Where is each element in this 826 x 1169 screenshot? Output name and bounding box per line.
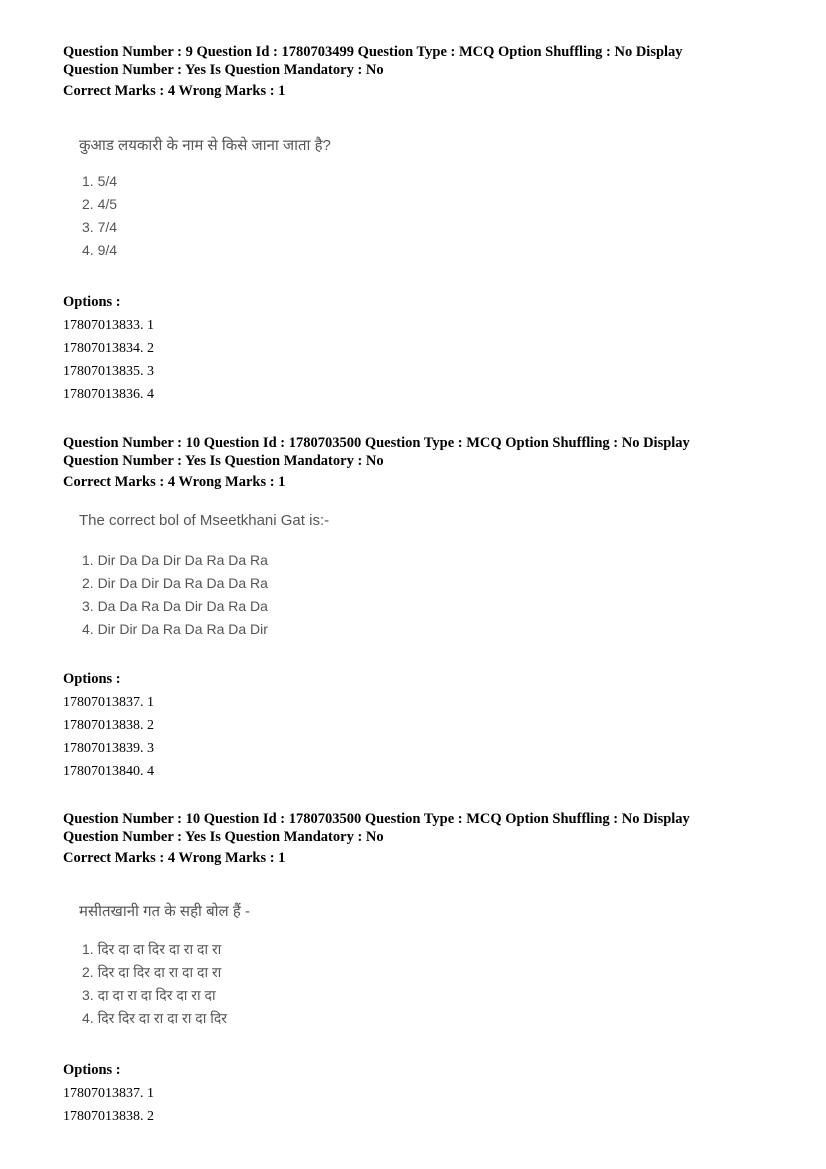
marks-line: Correct Marks : 4 Wrong Marks : 1 bbox=[63, 474, 286, 490]
question-meta: Question Number : Yes Is Question Mandatory : No bbox=[63, 453, 384, 469]
question-header bbox=[63, 43, 763, 100]
question-meta: Question Number : 10 Question Id : 1780703500 Question Type : MCQ Option Shuffling : No Display bbox=[63, 811, 690, 827]
question-choice: 4. 9/4 bbox=[82, 242, 118, 258]
options-label: Options : bbox=[63, 294, 121, 310]
question-meta: Question Number : Yes Is Question Mandatory : No bbox=[63, 62, 384, 78]
question-meta: Question Number : 9 Question Id : 1780703499 Question Type : MCQ Option Shuffling : No Display bbox=[63, 44, 683, 60]
options-label: Options : bbox=[63, 1062, 121, 1078]
question-choice: 1. दिर दा दा दिर दा रा दा रा bbox=[82, 941, 222, 957]
options-label: Options : bbox=[63, 671, 121, 687]
question-text: The correct bol of Mseetkhani Gat is:- bbox=[79, 512, 330, 529]
question-choice: 3. दा दा रा दा दिर दा रा दा bbox=[82, 987, 216, 1003]
question-choice: 1. 5/4 bbox=[82, 173, 118, 189]
option-item: 17807013840. 4 bbox=[63, 764, 154, 779]
question-choices bbox=[82, 938, 250, 1030]
question-choice: 4. Dir Dir Da Ra Da Ra Da Dir bbox=[82, 621, 268, 637]
question-choice: 3. Da Da Ra Da Dir Da Ra Da bbox=[82, 598, 268, 614]
options-section bbox=[63, 293, 763, 406]
question-text: मसीतखानी गत के सही बोल हैं - bbox=[79, 903, 251, 920]
question-choices bbox=[82, 549, 329, 641]
question-meta: Question Number : 10 Question Id : 1780703500 Question Type : MCQ Option Shuffling : No Display bbox=[63, 435, 690, 451]
question-text: कुआड लयकारी के नाम से किसे जाना जाता है? bbox=[79, 137, 331, 154]
question-choice: 2. 4/5 bbox=[82, 196, 118, 212]
question-choices bbox=[82, 170, 331, 262]
question-image bbox=[79, 511, 329, 641]
option-item: 17807013838. 2 bbox=[63, 1109, 154, 1124]
question-choice: 4. दिर दिर दा रा दा रा दा दिर bbox=[82, 1010, 228, 1026]
option-item: 17807013833. 1 bbox=[63, 318, 154, 333]
options-list bbox=[63, 314, 763, 406]
question-choice: 2. दिर दा दिर दा रा दा दा रा bbox=[82, 964, 222, 980]
option-item: 17807013838. 2 bbox=[63, 718, 154, 733]
question-choice: 1. Dir Da Da Dir Da Ra Da Ra bbox=[82, 552, 268, 568]
question-meta: Question Number : Yes Is Question Mandatory : No bbox=[63, 829, 384, 845]
option-item: 17807013837. 1 bbox=[63, 1086, 154, 1101]
option-item: 17807013835. 3 bbox=[63, 364, 154, 379]
marks-line: Correct Marks : 4 Wrong Marks : 1 bbox=[63, 83, 286, 99]
option-item: 17807013839. 3 bbox=[63, 741, 154, 756]
question-image bbox=[79, 902, 250, 1030]
options-section bbox=[63, 1061, 763, 1128]
options-list bbox=[63, 1082, 763, 1128]
question-image bbox=[79, 136, 331, 262]
options-section bbox=[63, 670, 763, 783]
option-item: 17807013834. 2 bbox=[63, 341, 154, 356]
question-header bbox=[63, 810, 763, 867]
option-item: 17807013836. 4 bbox=[63, 387, 154, 402]
question-choice: 2. Dir Da Dir Da Ra Da Da Ra bbox=[82, 575, 268, 591]
options-list bbox=[63, 691, 763, 783]
option-item: 17807013837. 1 bbox=[63, 695, 154, 710]
question-header bbox=[63, 434, 763, 491]
question-choice: 3. 7/4 bbox=[82, 219, 118, 235]
marks-line: Correct Marks : 4 Wrong Marks : 1 bbox=[63, 850, 286, 866]
